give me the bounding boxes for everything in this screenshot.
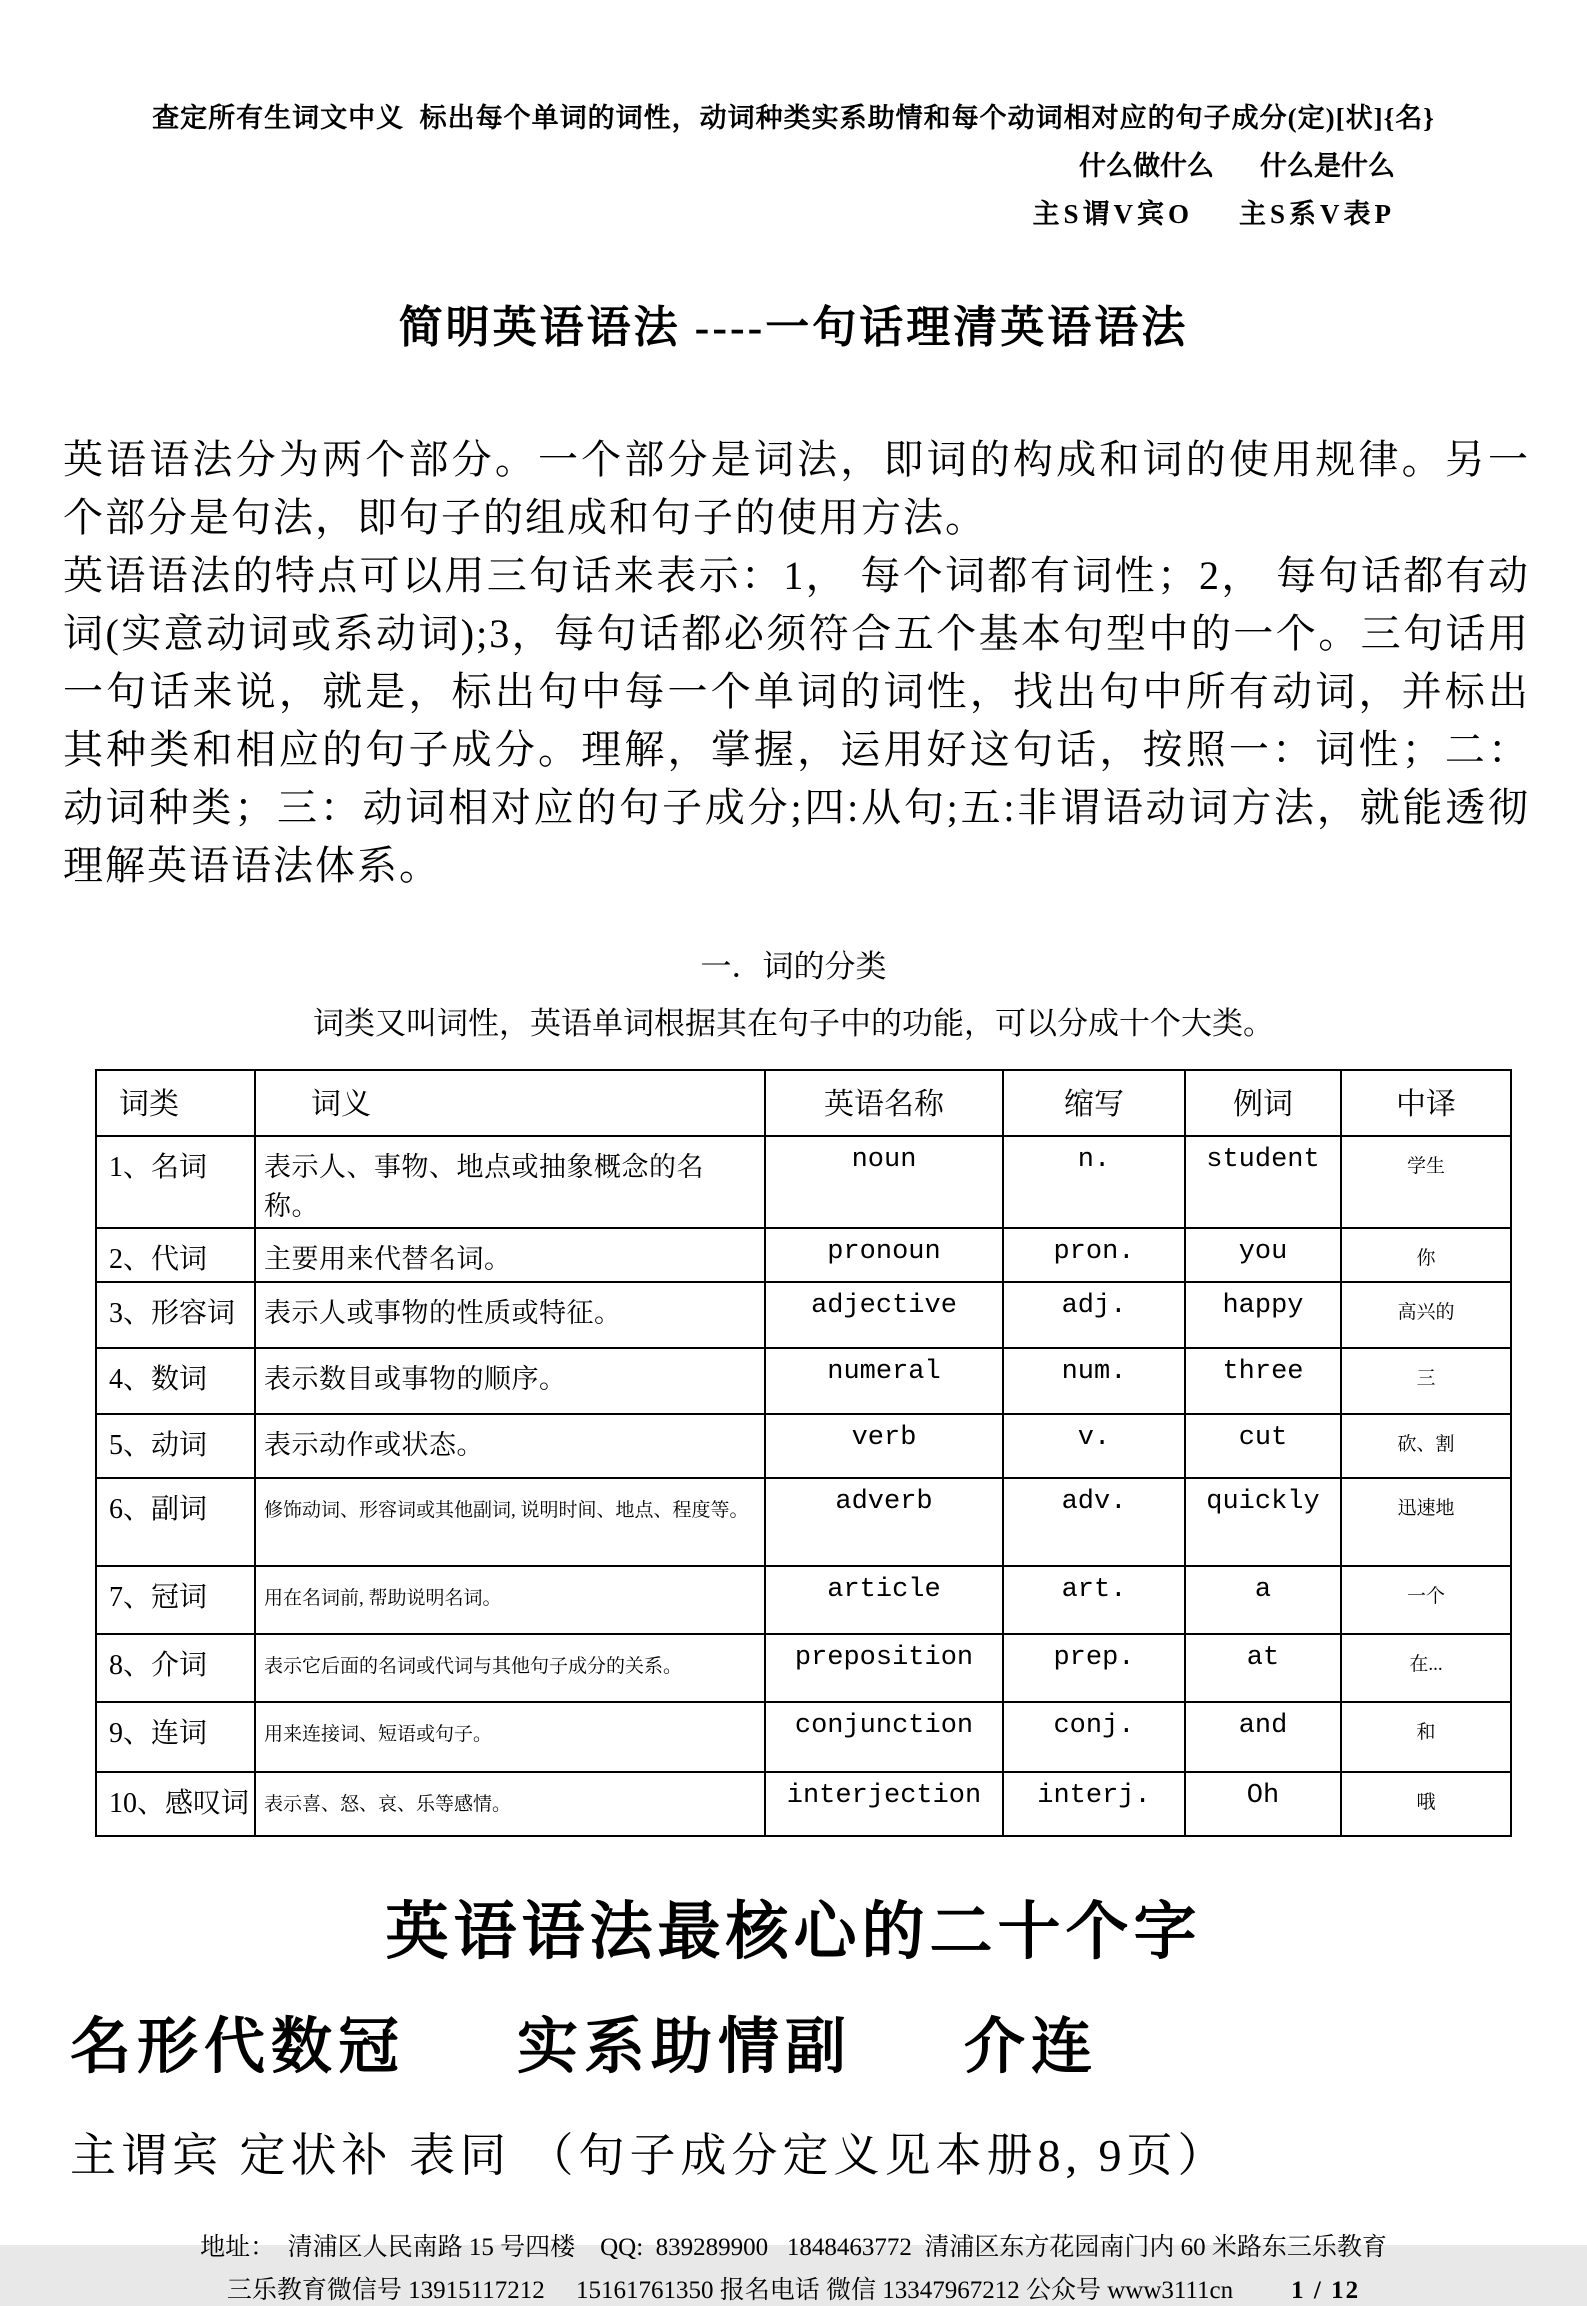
table-row xyxy=(96,1702,1511,1772)
abbreviation-cell: art. xyxy=(1003,1566,1185,1634)
meaning-cell: 用在名词前, 帮助说明名词。 xyxy=(255,1566,765,1634)
table-row xyxy=(96,1136,1511,1228)
word-class-cell: 7、冠词 xyxy=(96,1566,255,1634)
translation-cell: 你 xyxy=(1341,1228,1511,1282)
col-header-english-name: 英语名称 xyxy=(765,1070,1003,1136)
english-name-cell: numeral xyxy=(765,1348,1003,1414)
translation-cell: 学生 xyxy=(1341,1136,1511,1228)
example-cell: quickly xyxy=(1185,1478,1341,1566)
core-twenty-chars-heading: 英语语法最核心的二十个字 xyxy=(385,1897,1202,1967)
example-cell: Oh xyxy=(1185,1772,1341,1836)
meaning-cell: 表示动作或状态。 xyxy=(255,1414,765,1478)
core-word-group-1: 名形代数冠 xyxy=(70,2014,406,2081)
english-name-cell: adverb xyxy=(765,1478,1003,1566)
translation-cell: 哦 xyxy=(1341,1772,1511,1836)
table-row xyxy=(96,1566,1511,1634)
english-name-cell: article xyxy=(765,1566,1003,1634)
translation-cell: 在... xyxy=(1341,1634,1511,1702)
core-words-line xyxy=(70,1998,1587,2085)
english-name-cell: pronoun xyxy=(765,1228,1003,1282)
table-row xyxy=(96,1228,1511,1282)
example-cell: happy xyxy=(1185,1282,1341,1348)
annotation-svo: 主S谓V宾O xyxy=(1032,199,1193,229)
word-class-cell: 2、代词 xyxy=(96,1228,255,1282)
abbreviation-cell: pron. xyxy=(1003,1228,1185,1282)
annotation-line-3 xyxy=(0,192,1587,231)
table-row xyxy=(96,1772,1511,1836)
word-class-cell: 9、连词 xyxy=(96,1702,255,1772)
table-row xyxy=(96,1414,1511,1478)
col-header-example: 例词 xyxy=(1185,1070,1341,1136)
annotation-what-is: 什么是什么 xyxy=(1260,151,1395,181)
meaning-cell: 表示人、事物、地点或抽象概念的名称。 xyxy=(255,1136,765,1228)
col-header-translation: 中译 xyxy=(1341,1070,1511,1136)
translation-cell: 一个 xyxy=(1341,1566,1511,1634)
meaning-cell: 主要用来代替名词。 xyxy=(255,1228,765,1282)
english-name-cell: preposition xyxy=(765,1634,1003,1702)
paragraph-1: 英语语法分为两个部分。一个部分是词法，即词的构成和词的使用规律。另一个部分是句法，即句子的组成和句子的使用方法。 xyxy=(63,437,1530,540)
core-word-group-2: 实系助情副 xyxy=(517,2014,853,2081)
example-cell: at xyxy=(1185,1634,1341,1702)
translation-cell: 和 xyxy=(1341,1702,1511,1772)
translation-cell: 高兴的 xyxy=(1341,1282,1511,1348)
table-row xyxy=(96,1282,1511,1348)
translation-cell: 迅速地 xyxy=(1341,1478,1511,1566)
abbreviation-cell: conj. xyxy=(1003,1702,1185,1772)
english-name-cell: noun xyxy=(765,1136,1003,1228)
abbreviation-cell: num. xyxy=(1003,1348,1185,1414)
meaning-cell: 表示它后面的名词或代词与其他句子成分的关系。 xyxy=(255,1634,765,1702)
table-row xyxy=(96,1348,1511,1414)
footer-address-text: 地址： 清浦区人民南路 15 号四楼 QQ: 839289900 1848463772 清浦区东方花园南门内 60 米路东三乐教育 xyxy=(200,2234,1387,2261)
col-header-meaning: 词义 xyxy=(255,1070,765,1136)
footer-address-line xyxy=(0,2227,1587,2263)
translation-cell: 三 xyxy=(1341,1348,1511,1414)
abbreviation-cell: v. xyxy=(1003,1414,1185,1478)
annotation-what-does: 什么做什么 xyxy=(1079,151,1214,181)
table-row xyxy=(96,1634,1511,1702)
meaning-cell: 用来连接词、短语或句子。 xyxy=(255,1702,765,1772)
translation-cell: 砍、割 xyxy=(1341,1414,1511,1478)
section-subtitle: 词类又叫词性，英语单词根据其在句子中的功能，可以分成十个大类。 xyxy=(313,1006,1274,1041)
annotation-line-2 xyxy=(0,144,1587,183)
meaning-cell: 修饰动词、形容词或其他副词, 说明时间、地点、程度等。 xyxy=(255,1478,765,1566)
word-class-cell: 3、形容词 xyxy=(96,1282,255,1348)
footer-contact-text: 三乐教育微信号 13915117212 15161761350 报名电话 微信 13347967212 公众号 www3111cn xyxy=(226,2277,1234,2304)
table-row xyxy=(96,1478,1511,1566)
word-class-cell: 10、感叹词 xyxy=(96,1772,255,1836)
english-name-cell: conjunction xyxy=(765,1702,1003,1772)
english-name-cell: adjective xyxy=(765,1282,1003,1348)
word-class-cell: 8、介词 xyxy=(96,1634,255,1702)
example-cell: and xyxy=(1185,1702,1341,1772)
example-cell: three xyxy=(1185,1348,1341,1414)
meaning-cell: 表示人或事物的性质或特征。 xyxy=(255,1282,765,1348)
page-number: 1 / 12 xyxy=(1291,2277,1361,2304)
example-cell: a xyxy=(1185,1566,1341,1634)
word-class-cell: 5、动词 xyxy=(96,1414,255,1478)
english-name-cell: verb xyxy=(765,1414,1003,1478)
page-title: 简明英语语法 ----一句话理清英语语法 xyxy=(398,303,1189,352)
word-class-cell: 6、副词 xyxy=(96,1478,255,1566)
core-word-group-3: 介连 xyxy=(964,2014,1099,2081)
abbreviation-cell: adv. xyxy=(1003,1478,1185,1566)
paragraph-2: 英语语法的特点可以用三句话来表示：1， 每个词都有词性；2， 每句话都有动词(实意动词或系动词);3，每句话都必须符合五个基本句型中的一个。三句话用一句话来说，就是，标出句中每一个单词的词性，找出句中所有动词，并标出其种类和相应的句子成分。理解，掌握，运用好这句话，按照一：词性；二：动词种类；三：动词相对应的句子成分;四:从句;五:非谓语动词方法，就能透彻理解英语语法体系。 xyxy=(63,553,1530,888)
annotation-svp: 主S系V表P xyxy=(1238,199,1395,229)
top-annotation-block xyxy=(0,0,1587,231)
page-footer xyxy=(0,2227,1587,2306)
abbreviation-cell: prep. xyxy=(1003,1634,1185,1702)
abbreviation-cell: adj. xyxy=(1003,1282,1185,1348)
meaning-cell: 表示喜、怒、哀、乐等感情。 xyxy=(255,1772,765,1836)
sentence-elements-line: 主谓宾 定状补 表同 （句子成分定义见本册8, 9页） xyxy=(70,2130,1229,2181)
english-name-cell: interjection xyxy=(765,1772,1003,1836)
example-cell: you xyxy=(1185,1228,1341,1282)
example-cell: cut xyxy=(1185,1414,1341,1478)
col-header-abbreviation: 缩写 xyxy=(1003,1070,1185,1136)
meaning-cell: 表示数目或事物的顺序。 xyxy=(255,1348,765,1414)
word-class-cell: 4、数词 xyxy=(96,1348,255,1414)
abbreviation-cell: n. xyxy=(1003,1136,1185,1228)
example-cell: student xyxy=(1185,1136,1341,1228)
parts-of-speech-table xyxy=(95,1069,1512,1837)
table-header-row xyxy=(96,1070,1511,1136)
abbreviation-cell: interj. xyxy=(1003,1772,1185,1836)
section-heading: 一．词的分类 xyxy=(700,949,887,984)
intro-paragraphs xyxy=(63,431,1530,895)
word-class-cell: 1、名词 xyxy=(96,1136,255,1228)
footer-contact-line xyxy=(0,2270,1587,2306)
col-header-word-class: 词类 xyxy=(96,1070,255,1136)
annotation-line-1: 查定所有生词文中义 标出每个单词的词性，动词种类实系助情和每个动词相对应的句子成分(定)[状]{名} xyxy=(152,103,1435,133)
